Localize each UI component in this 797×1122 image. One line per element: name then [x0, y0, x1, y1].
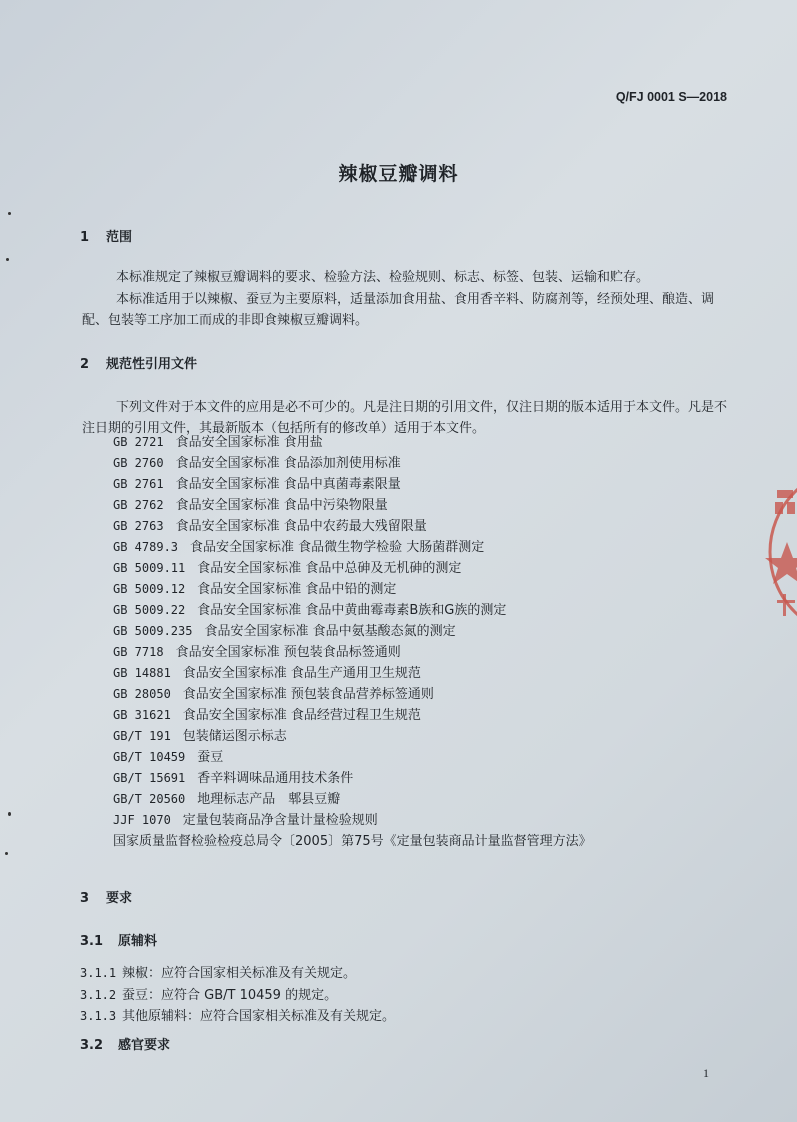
- reference-title: 食品安全国家标准 食品中黄曲霉毒素B族和G族的测定: [197, 603, 507, 618]
- clause-text: 辣椒：应符合国家相关标准及有关规定。: [122, 966, 357, 981]
- section-number: 2: [80, 357, 90, 372]
- list-item: [113, 600, 592, 621]
- subsection-heading-raw-materials: [80, 930, 157, 949]
- clause-number: 3.1.1: [80, 966, 117, 980]
- list-item: [113, 453, 592, 474]
- section-title: 要求: [106, 891, 133, 906]
- scope-paragraph-1: [82, 267, 732, 288]
- list-item: [113, 474, 592, 495]
- reference-title: 食品安全国家标准 食品中真菌毒素限量: [175, 477, 401, 492]
- scan-speck: [5, 852, 8, 855]
- reference-title: 食品安全国家标准 食品添加剂使用标准: [175, 456, 401, 471]
- subsection-title: 原辅料: [118, 934, 158, 949]
- reference-code: GB 2763: [113, 519, 164, 533]
- reference-code: GB 7718: [113, 645, 164, 659]
- subsection-number: 3.2: [80, 1038, 104, 1053]
- subsection-title: 感官要求: [118, 1038, 171, 1053]
- reference-title: 食品安全国家标准 食品中氨基酸态氮的测定: [204, 624, 456, 639]
- list-item: [113, 705, 592, 726]
- list-item: [113, 768, 592, 789]
- stamp-seal-icon: [765, 462, 797, 642]
- clause-number: 3.1.3: [80, 1009, 117, 1023]
- reference-title: 食品安全国家标准 食品微生物学检验 大肠菌群测定: [190, 540, 485, 555]
- clause-3-1-1: [80, 962, 356, 981]
- subsection-heading-sensory: [80, 1034, 170, 1053]
- list-item: [113, 726, 592, 747]
- section-number: 1: [80, 230, 90, 245]
- section-title: 规范性引用文件: [106, 357, 198, 372]
- reference-code: GB 5009.235: [113, 624, 193, 638]
- reference-code: GB 31621: [113, 708, 171, 722]
- section-heading-scope: [80, 226, 132, 245]
- list-item: [113, 663, 592, 684]
- scan-speck: [6, 258, 9, 261]
- section-number: 3: [80, 891, 90, 906]
- scope-text-2: 本标准适用于以辣椒、蚕豆为主要原料，适量添加食用盐、食用香辛料、防腐剂等，经预处理、酿造、调配、包装等工序加工而成的非即食辣椒豆瓣调料。: [82, 292, 715, 328]
- reference-code: GB 2761: [113, 477, 164, 491]
- reference-code: GB 2721: [113, 435, 164, 449]
- list-item: [113, 579, 592, 600]
- clause-3-1-3: [80, 1005, 395, 1024]
- reference-title: 食品安全国家标准 食用盐: [175, 435, 323, 450]
- reference-list: [113, 432, 592, 852]
- list-item: [113, 516, 592, 537]
- reference-code: GB/T 10459: [113, 750, 186, 764]
- list-item: [113, 537, 592, 558]
- reference-code: GB 2760: [113, 456, 164, 470]
- reference-title: 定量包装商品净含量计量检验规则: [182, 813, 378, 828]
- reference-code: GB 4789.3: [113, 540, 179, 554]
- subsection-number: 3.1: [80, 934, 104, 949]
- reference-code: JJF 1070: [113, 813, 171, 827]
- list-item: [113, 810, 592, 831]
- section-heading-references: [80, 353, 197, 372]
- clause-3-1-2: [80, 984, 337, 1003]
- list-item: [113, 558, 592, 579]
- reference-code: GB/T 191: [113, 729, 171, 743]
- reference-code: GB 5009.11: [113, 561, 186, 575]
- reference-code: GB 5009.12: [113, 582, 186, 596]
- section-title: 范围: [106, 230, 133, 245]
- page-number: 1: [703, 1066, 709, 1080]
- section-heading-requirements: [80, 887, 132, 906]
- list-item: [113, 747, 592, 768]
- reference-title: 食品安全国家标准 食品经营过程卫生规范: [182, 708, 421, 723]
- list-item: [113, 621, 592, 642]
- clause-text: 其他原辅料：应符合国家相关标准及有关规定。: [122, 1009, 396, 1024]
- reference-code: GB 14881: [113, 666, 171, 680]
- reference-title: 食品安全国家标准 预包装食品营养标签通则: [182, 687, 434, 702]
- list-item: [113, 789, 592, 810]
- clause-text: 蚕豆：应符合 GB/T 10459 的规定。: [122, 988, 338, 1003]
- list-item: [113, 831, 592, 852]
- references-intro-text: 下列文件对于本文件的应用是必不可少的。凡是注日期的引用文件，仅注日期的版本适用于本文件。凡是不注日期的引用文件，其最新版本（包括所有的修改单）适用于本文件。: [82, 400, 728, 436]
- scan-speck: [8, 212, 11, 215]
- reference-title: 食品安全国家标准 预包装食品标签通则: [175, 645, 401, 660]
- reference-code: GB 28050: [113, 687, 171, 701]
- reference-code: GB 2762: [113, 498, 164, 512]
- reference-code: GB/T 15691: [113, 771, 186, 785]
- list-item: [113, 684, 592, 705]
- reference-title: 食品安全国家标准 食品中污染物限量: [175, 498, 388, 513]
- list-item: [113, 432, 592, 453]
- reference-title: 食品安全国家标准 食品中总砷及无机砷的测定: [197, 561, 462, 576]
- reference-title: 地理标志产品 郫县豆瓣: [197, 792, 341, 807]
- reference-title: 食品安全国家标准 食品中铅的测定: [197, 582, 397, 597]
- reference-title: 蚕豆: [197, 750, 224, 765]
- scan-speck: [8, 812, 11, 816]
- reference-title: 包装储运图示标志: [182, 729, 287, 744]
- document-title: 辣椒豆瓣调料: [338, 163, 459, 185]
- scope-paragraph-2: [82, 289, 732, 331]
- reference-title: 食品安全国家标准 食品中农药最大残留限量: [175, 519, 427, 534]
- reference-code: GB/T 20560: [113, 792, 186, 806]
- clause-number: 3.1.2: [80, 988, 117, 1002]
- standard-code: Q/FJ 0001 S—2018: [615, 90, 727, 104]
- reference-title: 香辛料调味品通用技术条件: [197, 771, 354, 786]
- reference-title: 国家质量监督检验检疫总局令〔2005〕第75号《定量包装商品计量监督管理方法》: [113, 834, 592, 849]
- list-item: [113, 642, 592, 663]
- reference-title: 食品安全国家标准 食品生产通用卫生规范: [182, 666, 421, 681]
- reference-code: GB 5009.22: [113, 603, 186, 617]
- scope-text-1: 本标准规定了辣椒豆瓣调料的要求、检验方法、检验规则、标志、标签、包装、运输和贮存。: [116, 270, 650, 285]
- list-item: [113, 495, 592, 516]
